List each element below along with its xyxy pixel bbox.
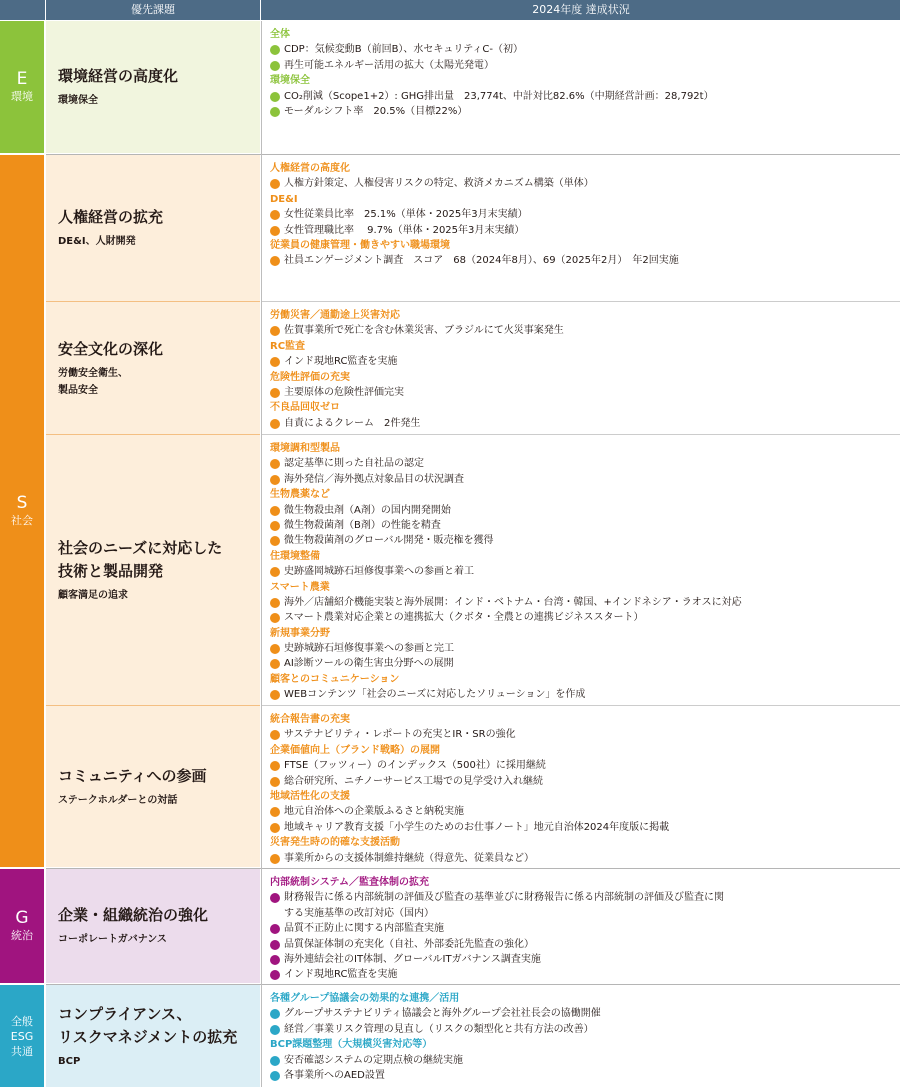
- achievement-cell: [262, 991, 900, 1087]
- achievement-heading: 不良品回収ゼロ: [270, 402, 340, 414]
- priority-title: リスクマネジメントの拡充: [58, 1027, 238, 1046]
- achievement-item-text: 地元自治体への企業版ふるさと納税実施: [284, 806, 464, 818]
- achievement-heading: 生物農薬など: [270, 489, 330, 501]
- achievement-item-text: 財務報告に係る内部統制の評価及び監査の基準並びに財務報告に係る内部統制の評価及び監査に関: [284, 892, 724, 904]
- bullet-icon: [270, 419, 280, 429]
- achievement-heading: 環境保全: [270, 75, 310, 87]
- achievement-heading: 災害発生時の的確な支援活動: [270, 837, 400, 849]
- row-divider: [262, 434, 900, 435]
- achievement-cell: [262, 712, 900, 867]
- category-name: 統治: [11, 929, 33, 942]
- achievement-item-text: 事業所からの支援体制維持継続（得意先、従業員など）: [284, 852, 534, 864]
- achievement-item: [270, 1068, 900, 1083]
- bullet-icon: [270, 644, 280, 654]
- achievement-item-text: 海外／店舗紹介機能実装と海外展開：インド・ベトナム・台湾・韓国、+インドネシア・ラオスに対応: [284, 596, 742, 608]
- achievement-item-text: WEBコンテンツ「社会のニーズに対応したソリューション」を作成: [284, 689, 586, 701]
- header-divider: [45, 0, 46, 20]
- bullet-icon: [270, 256, 280, 266]
- achievement-item: [270, 952, 900, 967]
- category-label: 共通: [11, 1044, 33, 1058]
- achievement-heading: RC監査: [270, 340, 306, 352]
- bullet-icon: [270, 807, 280, 817]
- achievement-item: [270, 921, 900, 936]
- bullet-icon: [270, 388, 280, 398]
- priority-title: 環境経営の高度化: [58, 67, 179, 85]
- achievement-heading: 顧客とのコミュニケーション: [270, 673, 400, 685]
- achievement-item: [270, 89, 900, 104]
- achievement-heading: 地域活性化の支援: [270, 790, 350, 802]
- achievement-item: [270, 456, 900, 471]
- bullet-icon: [270, 1025, 280, 1035]
- priority-subtitle-group: [58, 365, 260, 399]
- bullet-icon: [270, 940, 280, 950]
- achievement-item-text: モーダルシフト率 20.5%（目標22%）: [284, 105, 468, 117]
- priority-subtitle-group: [58, 92, 260, 109]
- achievement-item-continued: [270, 906, 900, 921]
- achievement-item-text: 海外発信／海外拠点対象品目の状況調査: [284, 473, 464, 485]
- achievement-item-text: 史跡城跡石垣修復事業への参画と完工: [284, 643, 454, 655]
- achievement-item: [270, 42, 900, 57]
- bullet-icon: [270, 690, 280, 700]
- header-priority: 優先課題: [131, 3, 175, 16]
- achievement-item: [270, 533, 900, 548]
- column-divider: [261, 21, 262, 1087]
- achievement-cell: [262, 308, 900, 434]
- achievement-item: [270, 727, 900, 742]
- priority-subtitle-group: [58, 1053, 260, 1070]
- header-achievement: 2024年度 達成状況: [532, 3, 630, 16]
- achievement-item-text: 再生可能エネルギー活用の拡大（太陽光発電）: [284, 59, 494, 71]
- achievement-item: [270, 503, 900, 518]
- category-s: [0, 155, 44, 867]
- achievement-item: [270, 223, 900, 238]
- achievement-heading: スマート農業: [270, 581, 330, 593]
- priority-subtitle: 製品安全: [58, 384, 98, 396]
- bullet-icon: [270, 536, 280, 546]
- bullet-icon: [270, 107, 280, 117]
- achievement-item-text: CO₂削減（Scope1+2）: GHG排出量 23,774t、中計対比82.6%（中期経営計画：28,792t）: [284, 90, 714, 102]
- priority-subtitle: DE&I、人財開発: [58, 236, 136, 247]
- priority-cell: [46, 706, 260, 867]
- bullet-icon: [270, 970, 280, 980]
- achievement-item-text: 人権方針策定、人権侵害リスクの特定、救済メカニズム構築（単体）: [284, 178, 594, 190]
- achievement-cell: [262, 161, 900, 301]
- bullet-icon: [270, 659, 280, 669]
- achievement-item-text: インド現地RC監査を実施: [284, 356, 398, 368]
- row-divider: [262, 301, 900, 302]
- achievement-heading: 人権経営の高度化: [270, 163, 350, 174]
- priority-subtitle-group: [58, 792, 260, 809]
- bullet-icon: [270, 854, 280, 864]
- category-g: [0, 869, 44, 983]
- achievement-item-text: 自責によるクレーム 2件発生: [284, 417, 421, 429]
- category-e: [0, 21, 44, 153]
- bullet-icon: [270, 1009, 280, 1019]
- achievement-item: [270, 1053, 900, 1068]
- priority-subtitle: 顧客満足の追求: [58, 589, 128, 601]
- achievement-heading: 従業員の健康管理・働きやすい職場環境: [270, 239, 450, 251]
- achievement-item-text: 主要原体の危険性評価完実: [284, 386, 404, 398]
- priority-subtitle: 環境保全: [58, 95, 98, 106]
- priority-subtitle: ステークホルダーとの対話: [58, 794, 178, 806]
- category-label: 全般: [11, 1014, 33, 1028]
- achievement-cell: [262, 27, 900, 153]
- priority-cell: [46, 985, 260, 1087]
- achievement-heading: BCP課題整理（大規模災害対応等）: [270, 1039, 433, 1051]
- achievement-item-text: FTSE（フッツィー）のインデックス（500社）に採用継続: [284, 760, 546, 772]
- achievement-item: [270, 851, 900, 866]
- achievement-heading: 住環境整備: [270, 550, 320, 562]
- achievement-item: [270, 518, 900, 533]
- achievement-item-text: 安否確認システムの定期点検の継続実施: [284, 1054, 463, 1066]
- achievement-item-text: 微生物殺菌剤（B剤）の性能を精査: [284, 519, 441, 531]
- priority-title: 社会のニーズに対応した: [58, 538, 223, 557]
- bullet-icon: [270, 1056, 280, 1066]
- category-name: 社会: [11, 514, 33, 527]
- achievement-item-text: 認定基準に則った自社品の認定: [284, 458, 424, 470]
- priority-subtitle: 労働安全衛生、: [58, 367, 128, 379]
- bullet-icon: [270, 326, 280, 336]
- achievement-item: [270, 937, 900, 952]
- achievement-item: [270, 207, 900, 222]
- achievement-item: [270, 890, 900, 905]
- achievement-item: [270, 641, 900, 656]
- achievement-item: [270, 656, 900, 671]
- priority-title: 安全文化の深化: [58, 339, 164, 358]
- achievement-heading: 環境調和型製品: [270, 443, 340, 454]
- bullet-icon: [270, 613, 280, 623]
- bullet-icon: [270, 226, 280, 236]
- category-letter: E: [16, 69, 28, 89]
- achievement-item-text: スマート農業対応企業との連携拡大（クボタ・全農との連携ビジネススタート）: [284, 612, 644, 624]
- achievement-item: [270, 323, 900, 338]
- achievement-item: [270, 595, 900, 610]
- achievement-heading: 労働災害／通勤途上災害対応: [270, 310, 400, 321]
- achievement-item: [270, 416, 900, 431]
- bullet-icon: [270, 357, 280, 367]
- achievement-item-text: グループサステナビリティ協議会と海外グループ会社社長会の協働開催: [284, 1008, 601, 1020]
- priority-title: 技術と製品開発: [58, 561, 164, 580]
- bullet-icon: [270, 924, 280, 934]
- achievement-cell: [262, 441, 900, 705]
- bullet-icon: [270, 730, 280, 740]
- row-divider: [262, 705, 900, 706]
- achievement-item-text: サステナビリティ・レポートの充実とIR・SRの強化: [284, 729, 516, 741]
- achievement-item: [270, 385, 900, 400]
- achievement-item-text: CDP：気候変動B（前回B）、水セキュリティC-（初）: [284, 44, 524, 56]
- priority-title: 人権経営の拡充: [58, 208, 164, 226]
- achievement-item: [270, 967, 900, 982]
- achievement-item-text: 微生物殺菌剤のグローバル開発・販売権を獲得: [284, 535, 494, 547]
- category-common: [0, 985, 44, 1087]
- achievement-item-text: 海外連結会社のIT体制、グローバルITガバナンス調査実施: [284, 953, 541, 965]
- achievement-item-text: 地域キャリア教育支援「小学生のためのお仕事ノート」地元自治体2024年度版に掲載: [284, 821, 670, 833]
- achievement-item-text: 微生物殺虫剤（A剤）の国内開発開始: [284, 504, 451, 516]
- achievement-item: [270, 104, 900, 119]
- achievement-item-text: 品質保証体制の充実化（自社、外部委託先監査の強化）: [284, 938, 534, 950]
- priority-cell: [46, 869, 260, 983]
- bullet-icon: [270, 459, 280, 469]
- achievement-heading: 危険性評価の充実: [270, 371, 350, 383]
- bullet-icon: [270, 475, 280, 485]
- bullet-icon: [270, 45, 280, 55]
- priority-cell: [46, 302, 260, 434]
- category-label: ESG: [10, 1029, 34, 1043]
- achievement-item: [270, 687, 900, 702]
- bullet-icon: [270, 179, 280, 189]
- achievement-item-text: 史跡盛岡城跡石垣修復事業への参画と着工: [284, 566, 474, 578]
- bullet-icon: [270, 506, 280, 516]
- priority-subtitle-group: [58, 931, 260, 948]
- achievement-item: [270, 176, 900, 191]
- achievement-item-text: する実施基準の改訂対応（国内）: [284, 907, 434, 919]
- bullet-icon: [270, 210, 280, 220]
- bullet-icon: [270, 893, 280, 903]
- achievement-item: [270, 758, 900, 773]
- header-divider: [260, 0, 261, 20]
- bullet-icon: [270, 598, 280, 608]
- category-letter: G: [15, 908, 29, 928]
- achievement-heading: 新規事業分野: [270, 627, 330, 639]
- achievement-item-text: 各事業所へのAED設置: [284, 1069, 385, 1081]
- bullet-icon: [270, 521, 280, 531]
- bullet-icon: [270, 92, 280, 102]
- achievement-item-text: 経営／事業リスク管理の見直し（リスクの類型化と共有方法の改善）: [284, 1023, 594, 1035]
- achievement-item: [270, 820, 900, 835]
- achievement-item: [270, 354, 900, 369]
- achievement-item-text: AI診断ツールの衛生害虫分野への展開: [284, 658, 454, 670]
- achievement-item-text: 社員エンゲージメント調査 スコア 68（2024年8月）、69（2025年2月） 年2回実施: [284, 255, 679, 267]
- bullet-icon: [270, 567, 280, 577]
- achievement-item: [270, 1022, 900, 1037]
- achievement-item: [270, 1006, 900, 1021]
- priority-title: コミュニティへの参画: [58, 766, 207, 785]
- achievement-item-text: 佐賀事業所で死亡を含む休業災害、ブラジルにて火災事案発生: [284, 325, 564, 337]
- achievement-item: [270, 564, 900, 579]
- achievement-heading: 各種グループ協議会の効果的な連携／活用: [270, 993, 460, 1004]
- bullet-icon: [270, 61, 280, 71]
- achievement-heading: DE&I: [270, 193, 298, 205]
- category-letter: S: [16, 493, 28, 513]
- achievement-item: [270, 774, 900, 789]
- priority-subtitle: BCP: [58, 1055, 81, 1067]
- achievement-item-text: インド現地RC監査を実施: [284, 969, 398, 981]
- bullet-icon: [270, 761, 280, 771]
- achievement-cell: [262, 875, 900, 983]
- bullet-icon: [270, 955, 280, 965]
- achievement-heading: 企業価値向上（ブランド戦略）の展開: [270, 744, 440, 756]
- achievement-heading: 内部統制システム／監査体制の拡充: [270, 877, 429, 888]
- achievement-item: [270, 58, 900, 73]
- achievement-item-text: 総合研究所、ニチノーサービス工場での見学受け入れ継続: [284, 775, 543, 787]
- priority-title: 企業・組織統治の強化: [58, 906, 209, 924]
- achievement-heading: 全体: [270, 29, 290, 40]
- achievement-item: [270, 804, 900, 819]
- priority-cell: [46, 21, 260, 153]
- bullet-icon: [270, 1071, 280, 1081]
- achievement-item: [270, 472, 900, 487]
- achievement-item-text: 品質不正防止に関する内部監査実施: [284, 923, 444, 935]
- achievement-item-text: 女性管理職比率 9.7%（単体・2025年3月末実績）: [284, 224, 525, 236]
- priority-cell: [46, 155, 260, 301]
- achievement-item: [270, 610, 900, 625]
- achievement-heading: 統合報告書の充実: [270, 714, 350, 725]
- priority-title: コンプライアンス、: [58, 1004, 192, 1023]
- category-name: 環境: [11, 90, 33, 103]
- priority-subtitle-group: [58, 233, 260, 250]
- priority-subtitle-group: [58, 587, 260, 604]
- table-header: [0, 0, 900, 20]
- achievement-item: [270, 253, 900, 268]
- bullet-icon: [270, 777, 280, 787]
- priority-subtitle: コーポレートガバナンス: [58, 934, 167, 945]
- achievement-item-text: 女性従業員比率 25.1%（単体・2025年3月末実績）: [284, 209, 528, 221]
- priority-cell: [46, 435, 260, 705]
- bullet-icon: [270, 823, 280, 833]
